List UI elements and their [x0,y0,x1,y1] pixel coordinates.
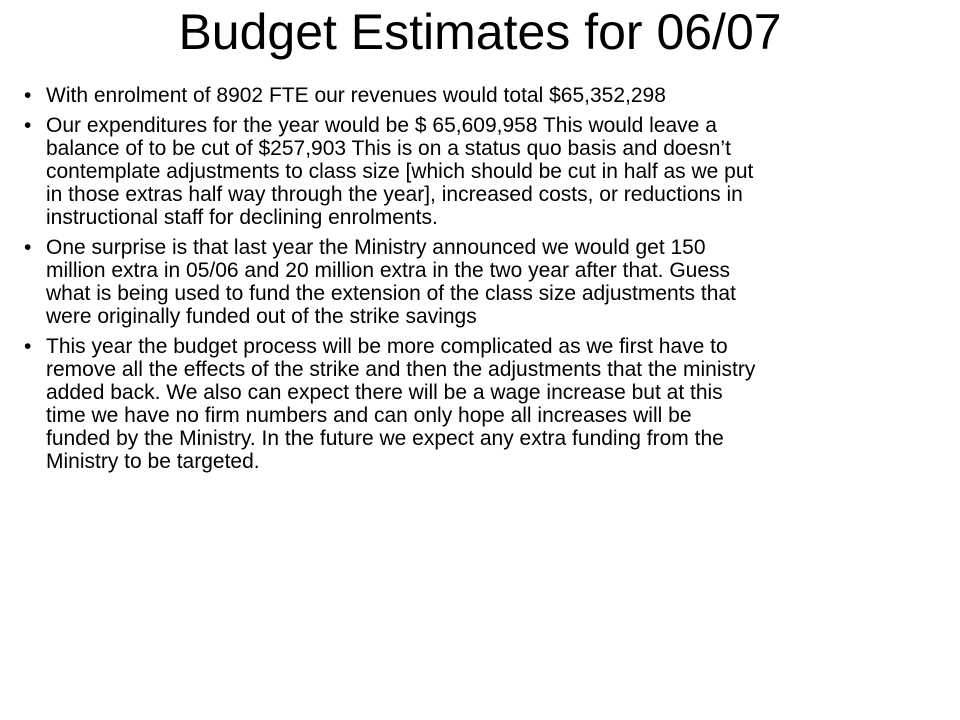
bullet-text-line: This year the budget process will be more complicated as we first have to [46,335,728,358]
bullet-text-line: added back. We also can expect there will be a wage increase but at this [46,381,723,404]
bullet-item-ministry-surprise [0,236,960,328]
bullet-text-line: what is being used to fund the extension of the class size adjustments that [46,282,736,305]
bullet-icon: • [24,114,32,137]
bullet-icon: • [24,236,32,259]
bullet-text-line: in those extras half way through the year], increased costs, or reductions in [46,183,743,206]
bullet-text-line: Ministry to be targeted. [46,450,260,473]
bullet-icon: • [24,84,32,107]
bullet-text-line: were originally funded out of the strike savings [46,305,477,328]
bullet-item-enrolment [0,84,960,107]
bullet-text-line: remove all the effects of the strike and then the adjustments that the ministry [46,358,756,381]
bullet-text-line: One surprise is that last year the Ministry announced we would get 150 [46,236,706,259]
bullet-icon: • [24,335,32,358]
bullet-text-line: instructional staff for declining enrolments. [46,206,438,229]
bullet-text-line: million extra in 05/06 and 20 million extra in the two year after that. Guess [46,259,731,282]
bullet-text-line: funded by the Ministry. In the future we expect any extra funding from the [46,427,724,450]
bullet-text-line: balance of to be cut of $257,903 This is on a status quo basis and doesn’t [46,137,731,160]
bullet-text-line: contemplate adjustments to class size [which should be cut in half as we put [46,160,754,183]
bullet-list [0,84,960,480]
bullet-item-expenditures [0,114,960,229]
bullet-text-line: Our expenditures for the year would be $ 65,609,958 This would leave a [46,114,717,137]
bullet-text-line: With enrolment of 8902 FTE our revenues would total $65,352,298 [46,84,666,107]
slide-title: Budget Estimates for 06/07 [178,4,782,60]
bullet-item-budget-process [0,335,960,473]
bullet-text-line: time we have no firm numbers and can only hope all increases will be [46,404,692,427]
